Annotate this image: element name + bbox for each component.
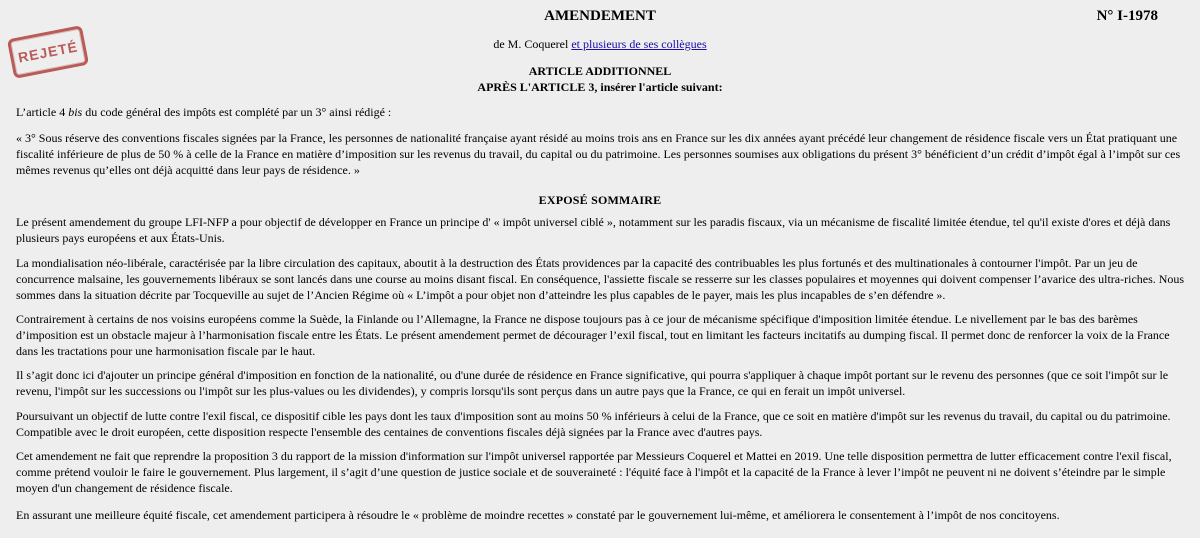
page-title: AMENDEMENT [544,8,656,24]
expose-paragraph: La mondialisation néo-libérale, caractérisée par la libre circulation des capitaux, aboutit à la destruction des États providences par la capacité des contribuables les plus fortunés et des multinationales à contourner l'impôt. Par un jeu de concurrence malsaine, les gouvernements libéraux se sont lancés dans une course au moins disant fiscal. En conséquence, l'assiette fiscale se resserre sur les classes populaires et moyennes qui doivent compenser l’avarice des ultra-riches. Nous sommes dans la situation décrite par Tocqueville au sujet de l’Ancien Régime où « L’impôt a pour objet non d’atteindre les plus capables de le payer, mais les plus incapables de s’en défendre ». [16,256,1185,302]
amendment-number: N° I-1978 [1096,8,1158,24]
intro-after: du code général des impôts est complété par un 3° ainsi rédigé : [82,105,392,119]
expose-title: EXPOSÉ SOMMAIRE [538,193,662,207]
article-heading: ARTICLE ADDITIONNEL [528,64,672,78]
article-subheading: APRÈS L'ARTICLE 3, insérer l'article suivant: [477,80,723,94]
rejected-stamp: REJETÉ [7,25,89,79]
expose-paragraph: En assurant une meilleure équité fiscale, cet amendement participera à résoudre le « problème de moindre recettes » constaté par le gouvernement lui-même, et améliorera le consentement à l’impôt de nos concitoyens. [16,508,1060,522]
expose-paragraph: Cet amendement ne fait que reprendre la proposition 3 du rapport de la mission d'information sur l'impôt universel rapportée par Messieurs Coquerel et Mattei en 2019. Une telle disposition permettra de lutter efficacement contre l'exil fiscal, comme prétend vouloir le faire le gouvernement. Plus largement, il s’agit d’une question de justice sociale et de souveraineté : l'équité face à l'impôt et la capacité de la France à lever l’impôt ne peuvent ni ne doivent s’éteindre par le simple moyen d'un changement de résidence fiscale. [16,449,1172,495]
cosigners-link[interactable]: et plusieurs de ses collègues [571,37,707,51]
authors-prefix: de M. Coquerel [493,37,572,51]
expose-paragraph: Contrairement à certains de nos voisins européens comme la Suède, la Finlande ou l’Allemagne, la France ne dispose toujours pas à ce jour de mécanisme spécifique d'imposition limitée étendue. Le nivellement par le bas des barèmes d’imposition est un obstacle majeur à l’harmonisation fiscale entre les États. Le présent amendement permet de décourager l’exil fiscal, tout en limitant les facteurs incitatifs au dumping fiscal. Il permet donc de renforcer la voix de la France dans les tractations pour une harmonisation fiscale par le haut. [16,312,1170,358]
article-intro [16,104,1186,120]
article-text: « 3° Sous réserve des conventions fiscales signées par la France, les personnes de nationalité française ayant résidé au moins trois ans en France sur les dix années ayant précédé leur changement de résidence fiscale vers un État pratiquant une fiscalité inférieure de plus de 50 % à celle de la France en matière d’imposition sur les revenus du travail, du capital ou du patrimoine. Les personnes soumises aux obligations du présent 3° bénéficient d’un crédit d’impôt égal à l’impôt sur ces mêmes revenus qu’elles ont déjà acquitté dans leur pays de résidence. » [16,131,1181,177]
expose-paragraph: Il s’agit donc ici d'ajouter un principe général d'imposition en fonction de la nationalité, ou d'une durée de résidence en France significative, qui pourra s'appliquer à chaque impôt portant sur le revenu des personnes (que ce soit l'impôt sur le revenu, l'impôt sur les successions ou l'impôt sur les plus-values ou les dividendes), y compris lorsqu'ils sont perçus dans un autre pays que la France, ce qui en ferait un impôt universel. [16,368,1169,398]
expose-paragraph: Poursuivant un objectif de lutte contre l'exil fiscal, ce dispositif cible les pays dont les taux d'imposition sont au moins 50 % inférieurs à celui de la France, que ce soit en matière d'impôt sur les revenus du travail, du capital ou du patrimoine. Compatible avec le droit européen, cette disposition respecte l'ensemble des centaines de conventions fiscales déjà signées par la France avec d'autres pays. [16,409,1171,439]
authors-line [0,37,1200,52]
expose-paragraph: Le présent amendement du groupe LFI-NFP a pour objectif de développer en France un principe d' « impôt universel ciblé », notamment sur les paradis fiscaux, via un mécanisme de fiscalité limitée étendue, tel qu'il existe d'ores et déjà dans plusieurs pays européens et aux États-Unis. [16,215,1171,245]
intro-before: L’article 4 [16,105,69,119]
intro-italic: bis [68,105,83,119]
